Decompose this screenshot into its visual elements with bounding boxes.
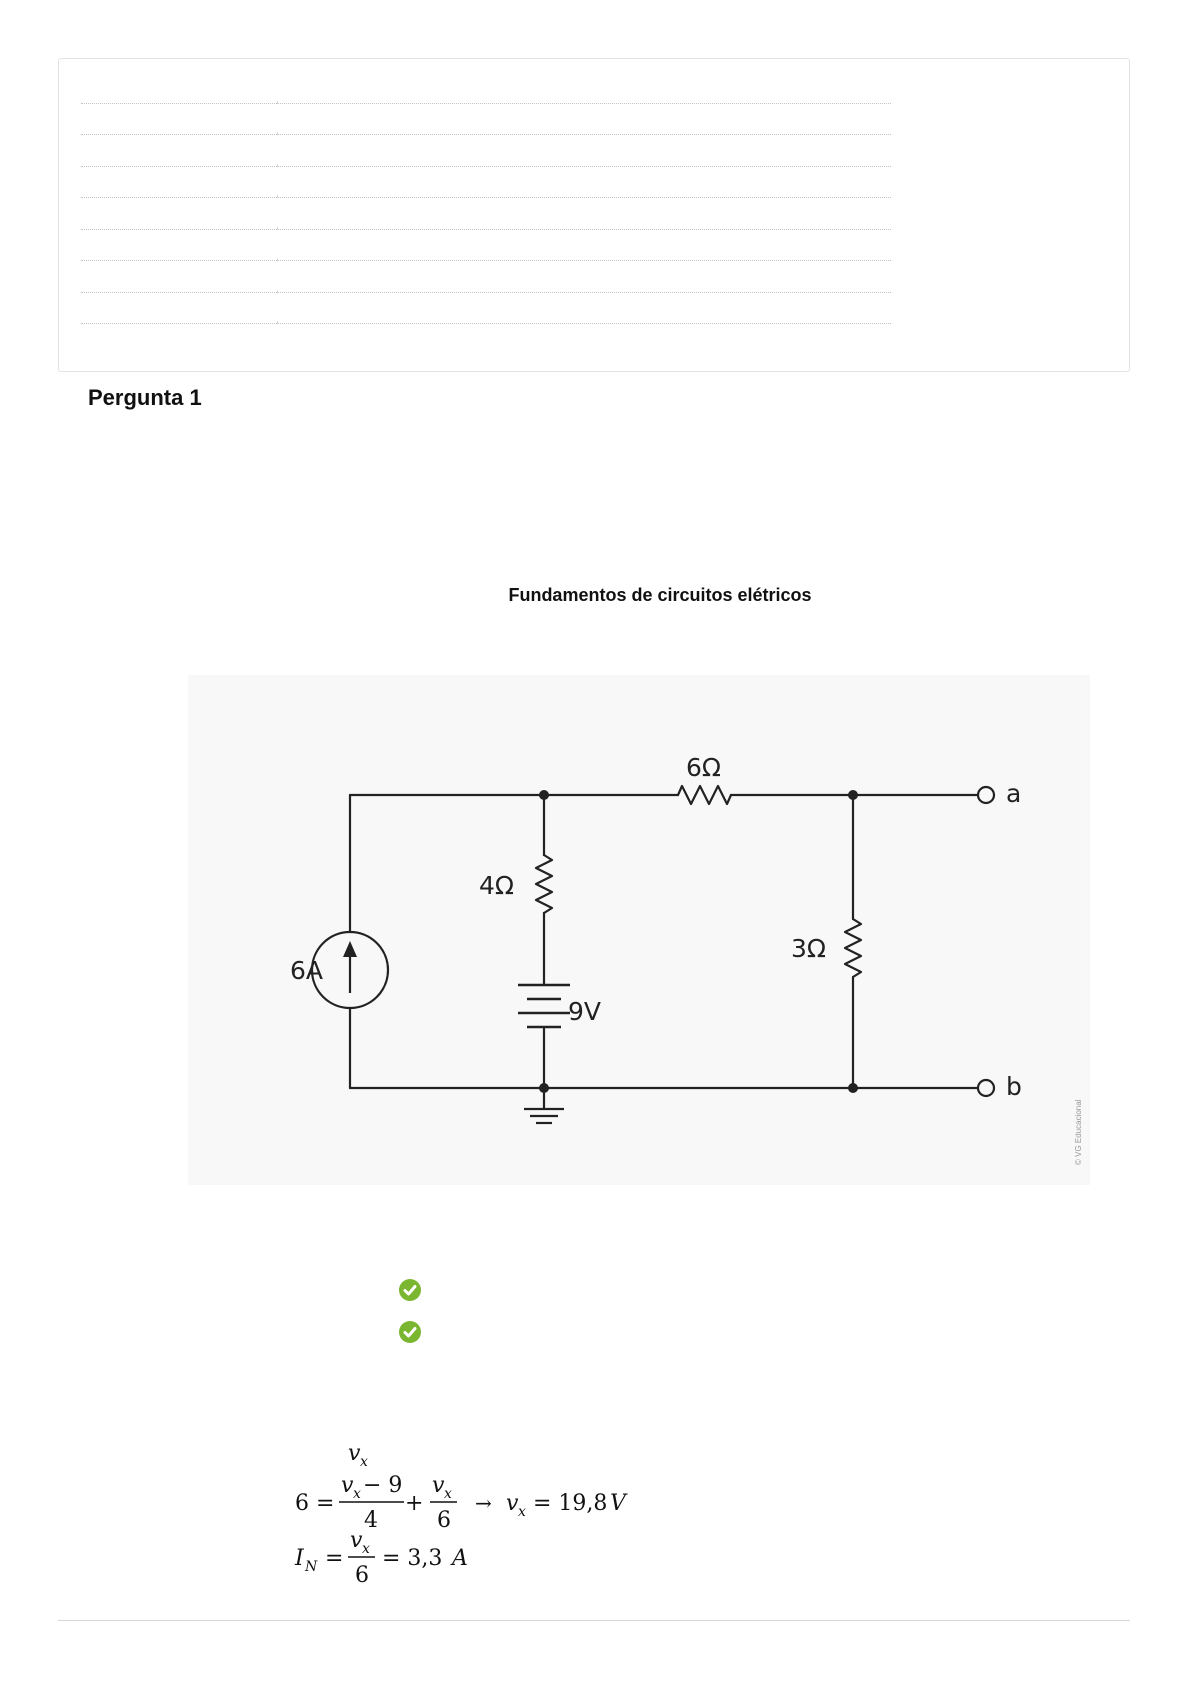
junction-dot [848,790,858,800]
eq1-num2: v [432,1473,445,1498]
label-terminal-a: a [1006,779,1022,808]
eq2-eq: = [325,1546,344,1571]
check-circle-icon [399,1321,421,1343]
resistor-6ohm [678,786,731,804]
eq1-num-sub: x [353,1486,361,1502]
eq1-num-rest: − 9 [363,1473,403,1498]
eq1-plus: + [405,1491,424,1516]
resistor-4ohm [536,855,552,913]
label-r-shunt: 3Ω [791,934,827,963]
current-arrowhead-icon [343,941,357,957]
eq1-result-var: v [506,1491,519,1516]
eq2-den: 6 [355,1563,369,1588]
info-row [81,323,891,324]
eq1-num: v [341,1473,354,1498]
info-row [81,103,891,104]
eq1-top-label: v [348,1441,361,1466]
label-source-current: 6A [290,956,324,985]
bottom-divider [58,1620,1130,1621]
eq1-lhs: 6 = [295,1491,335,1516]
eq2-lhs: I [295,1546,304,1571]
eq1-den: 4 [364,1508,378,1533]
eq2-num-sub: x [362,1541,370,1557]
label-battery: 9V [568,997,602,1026]
eq1-top-sub: x [360,1454,368,1470]
label-terminal-b: b [1006,1072,1022,1101]
label-r-series: 6Ω [686,753,722,782]
info-panel [58,58,1130,372]
check-circle-icon [399,1279,421,1301]
eq2-num: v [350,1528,363,1553]
eq2-lhs-sub: N [305,1559,318,1575]
info-row [81,166,891,167]
info-row [81,229,891,230]
info-row [81,197,891,198]
info-row [81,292,891,293]
info-row [81,260,891,261]
junction-dot [848,1083,858,1093]
eq2-result: = 3,3 [382,1546,450,1571]
resistor-3ohm [845,919,861,977]
eq1-result: = 19,8 [526,1491,615,1516]
question-title: Pergunta 1 [88,385,202,410]
circuit-svg [188,675,1090,1185]
eq1-num2-sub: x [444,1486,452,1502]
ground-icon [524,1109,564,1123]
circuit-diagram [188,675,1090,1185]
eq1-den2: 6 [437,1508,451,1533]
junction-dot [539,1083,549,1093]
terminal-a-icon [978,787,994,803]
eq1-result-sub: x [518,1504,526,1520]
image-credit: © VG Educacional [1074,1099,1083,1165]
terminal-b-icon [978,1080,994,1096]
solution-svg [260,1430,720,1600]
solution-equations [260,1430,720,1600]
info-row [81,134,891,135]
eq1-arrow: → [475,1491,492,1515]
eq2-unit: A [452,1546,468,1571]
eq1-unit: V [610,1491,626,1516]
label-r-branch: 4Ω [479,871,515,900]
subject-title: Fundamentos de circuitos elétricos [508,585,812,605]
junction-dot [539,790,549,800]
